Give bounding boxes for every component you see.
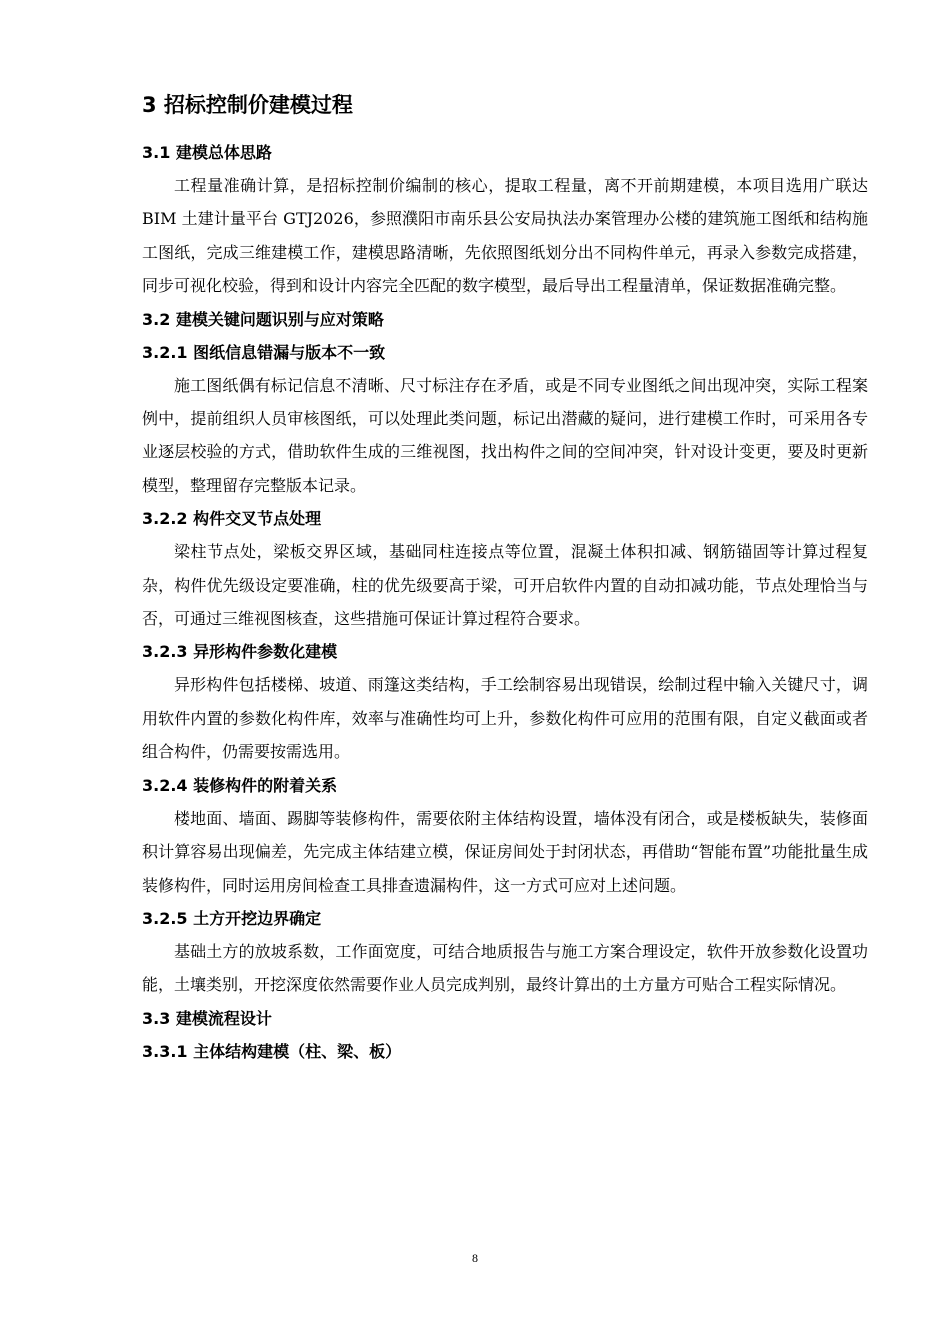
subsection-heading: 3.2.5 土方开挖边界确定 [142,908,322,928]
subsection-heading: 3.2.4 装修构件的附着关系 [142,775,338,795]
document-page [142,88,868,1068]
section-heading: 3.2 建模关键问题识别与应对策略 [142,309,384,329]
body-paragraph: 施工图纸偶有标记信息不清晰、尺寸标注存在矛盾，或是不同专业图纸之间出现冲突，实际工程案例中，提前组织人员审核图纸，可以处理此类问题，标记出潜藏的疑问，进行建模工作时，可采用各专业逐层校验的方式，借助软件生成的三维视图，找出构件之间的空间冲突，针对设计变更，要及时更新模型，整理留存完整版本记录。 [142,375,868,495]
subsection-heading: 3.3.1 主体结构建模（柱、梁、板） [142,1041,402,1061]
subsection-heading: 3.2.3 异形构件参数化建模 [142,642,338,662]
section-heading: 3.1 建模总体思路 [142,143,272,162]
body-paragraph: 异形构件包括楼梯、坡道、雨篷这类结构，手工绘制容易出现错误，绘制过程中输入关键尺寸，调用软件内置的参数化构件库，效率与准确性均可上升，参数化构件可应用的范围有限，自定义截面或者组合构件，仍需要按需选用。 [142,675,868,762]
body-paragraph: 楼地面、墙面、踢脚等装修构件，需要依附主体结构设置，墙体没有闭合，或是楼板缺失，装修面积计算容易出现偏差，先完成主体结建立模，保证房间处于封闭状态，再借助“智能布置”功能批量生成装修构件，同时运用房间检查工具排查遗漏构件，这一方式可应对上述问题。 [142,808,868,895]
page-number: 8 [472,1251,478,1265]
body-paragraph: 基础土方的放坡系数，工作面宽度，可结合地质报告与施工方案合理设定，软件开放参数化设置功能，土壤类别，开挖深度依然需要作业人员完成判别，最终计算出的土方量方可贴合工程实际情况。 [142,941,868,995]
section-heading: 3.3 建模流程设计 [142,1008,272,1028]
subsection-heading: 3.2.1 图纸信息错漏与版本不一致 [142,342,386,362]
chapter-title: 3 招标控制价建模过程 [142,93,353,117]
subsection-heading: 3.2.2 构件交叉节点处理 [142,509,322,529]
body-paragraph: 工程量准确计算，是招标控制价编制的核心，提取工程量，离不开前期建模，本项目选用广联达 BIM 土建计量平台 GTJ2026，参照濮阳市南乐县公安局执法办案管理办公楼的建筑施工图纸和结构施工图纸，完成三维建模工作，建模思路清晰，先依照图纸划分出不同构件单元，再录入参数完成搭建，同步可视化校验，得到和设计内容完全匹配的数字模型，最后导出工程量清单，保证数据准确完整。 [142,176,868,296]
body-paragraph: 梁柱节点处，梁板交界区域，基础同柱连接点等位置，混凝土体积扣减、钢筋锚固等计算过程复杂，构件优先级设定要准确，柱的优先级要高于梁，可开启软件内置的自动扣减功能，节点处理恰当与否，可通过三维视图核查，这些措施可保证计算过程符合要求。 [142,542,868,629]
